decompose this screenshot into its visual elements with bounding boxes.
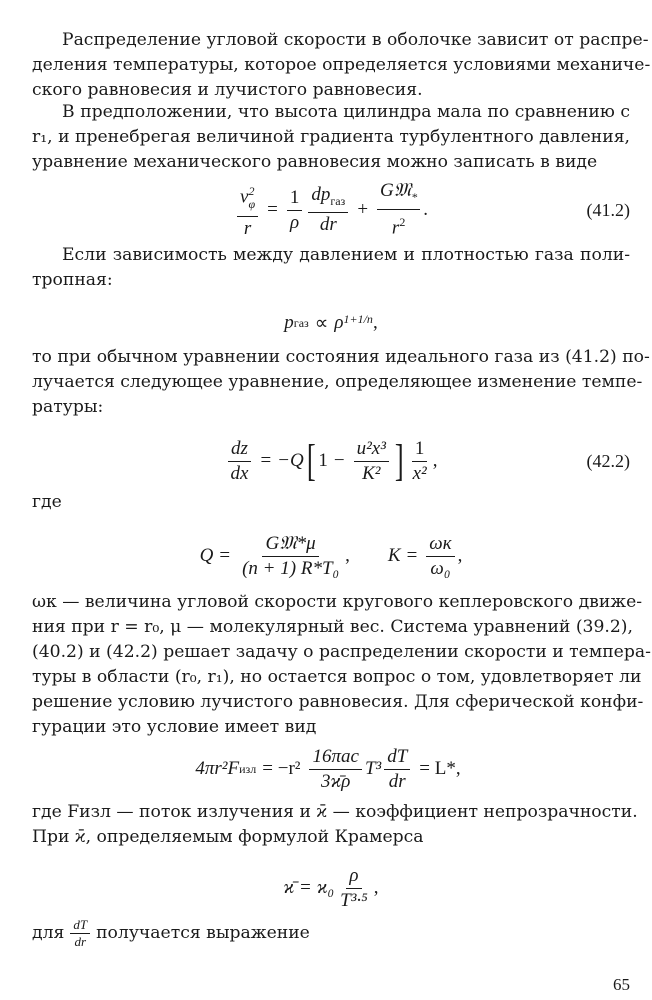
fraction: $\frac{dp_{газ}}{dr}$	[308, 184, 348, 237]
equation-number: (42.2)	[586, 450, 630, 471]
text-line: гурации это условие имеет вид	[32, 717, 317, 737]
text-line: для	[32, 923, 65, 943]
fraction: $\frac{dT}{dr}$	[384, 746, 410, 793]
text-line: решение условию лучистого равновесия. Для сферической конфи-	[32, 692, 644, 712]
fraction: $\frac{\rho}{\text{T³·⁵}}$	[340, 864, 368, 911]
text-line: где	[32, 492, 62, 512]
inline-fraction: $\frac{dT}{dr}$	[70, 918, 90, 949]
fraction: $\frac{dz}{dx}$	[228, 438, 252, 485]
text-line: уравнение механического равновесия можно записать в виде	[32, 152, 598, 172]
text-line: деления температуры, которое определяется условиями механиче-	[32, 55, 651, 75]
fraction: $\frac{1}{\rho}$	[287, 187, 303, 234]
equation-kramers: ϰ̄ = ϰ₀ $\frac{\rho}{\text{T³·⁵}}$ ,	[283, 864, 379, 911]
text-line: лучается следующее уравнение, определяющее изменение темпе-	[32, 372, 643, 392]
paragraph-7	[32, 800, 638, 850]
paragraph-2	[32, 100, 630, 175]
fraction: $\frac{1}{\text{x²}}$	[412, 437, 427, 484]
paragraph-1	[32, 28, 651, 103]
text-line: Распределение угловой скорости в оболочке зависит от распре-	[62, 30, 649, 50]
fraction: $\frac{\omega к}{\text{ω₀}}$	[426, 533, 454, 580]
fraction: $\frac{\text{u²x³}}{\text{K²}}$	[354, 438, 389, 485]
text-line: ского равновесия и лучистого равновесия.	[32, 80, 423, 100]
text-line: то при обычном уравнении состояния идеального газа из (41.2) по-	[32, 347, 650, 367]
text-line: туры в области (r₀, r₁), но остается вопрос о том, удовлетворяет ли	[32, 667, 642, 687]
text-line: ωк — величина угловой скорости кругового кеплеровского движе-	[32, 592, 643, 612]
fraction: $\frac{\text{16πac}}{3ϰ̄\rho}$	[309, 746, 361, 793]
paragraph-6	[32, 590, 651, 740]
paragraph-5	[32, 490, 630, 515]
paragraph-8	[32, 918, 630, 949]
fraction: $\frac{G𝔐_*}{r^2}$	[377, 180, 420, 239]
text-line: ния при r = r₀, μ — молекулярный вес. Система уравнений (39.2),	[32, 617, 633, 637]
text-line: ратуры:	[32, 397, 104, 417]
equation-q-k: Q = $\frac{\text{G𝔐*μ}}{\text{(n + 1) R*T₀}}$ , K = $\frac{\omega к}{\text{ω₀}}$ ,	[199, 532, 463, 579]
text-line: При ϰ̄, определяемым формулой Крамерса	[32, 827, 424, 847]
equation-42-2: $\frac{dz}{dx}$ = −Q [ 1 − $\frac{\text{u²x³}}{\text{K²}}$ ] $\frac{1}{\text{x²}}$ , (42.2)	[32, 430, 630, 492]
fraction: $\frac{\text{G𝔐*μ}}{\text{(n + 1) R*T₀}}$	[242, 532, 340, 579]
equation-polytrope: p газ ∝ ρ $^{1+1/n}$ ,	[284, 311, 378, 334]
text-line: где Fизл — поток излучения и ϰ̄ — коэффициент непрозрачности.	[32, 802, 638, 822]
text-line: (40.2) и (42.2) решает задачу о распределении скорости и темпера-	[32, 642, 651, 662]
paragraph-3	[32, 243, 630, 293]
equation-number: (41.2)	[586, 199, 630, 220]
text-line: получается выражение	[96, 923, 310, 943]
paragraph-4	[32, 345, 650, 420]
text-line: В предположении, что высота цилиндра мала по сравнению с	[62, 102, 630, 122]
text-line: тропная:	[32, 270, 113, 290]
text-line: Если зависимость между давлением и плотностью газа поли-	[62, 245, 630, 265]
equation-radiative: 4πr²F изл = −r² $\frac{\text{16πac}}{3ϰ̄\rho}$ T³ $\frac{dT}{dr}$ = L*,	[195, 745, 461, 792]
fraction: $\frac{v^2_\varphi}{r}$	[237, 180, 258, 239]
text-line: r₁, и пренебрегая величиной градиента турбулентного давления,	[32, 127, 630, 147]
page-number: 65	[613, 975, 630, 994]
equation-41-2: $\frac{v^2_\varphi}{r}$ = $\frac{1}{\rho}$ $\frac{dp_{газ}}{dr}$ + $\frac{G𝔐_*}{r^2}$ . (41.2)	[32, 180, 630, 240]
